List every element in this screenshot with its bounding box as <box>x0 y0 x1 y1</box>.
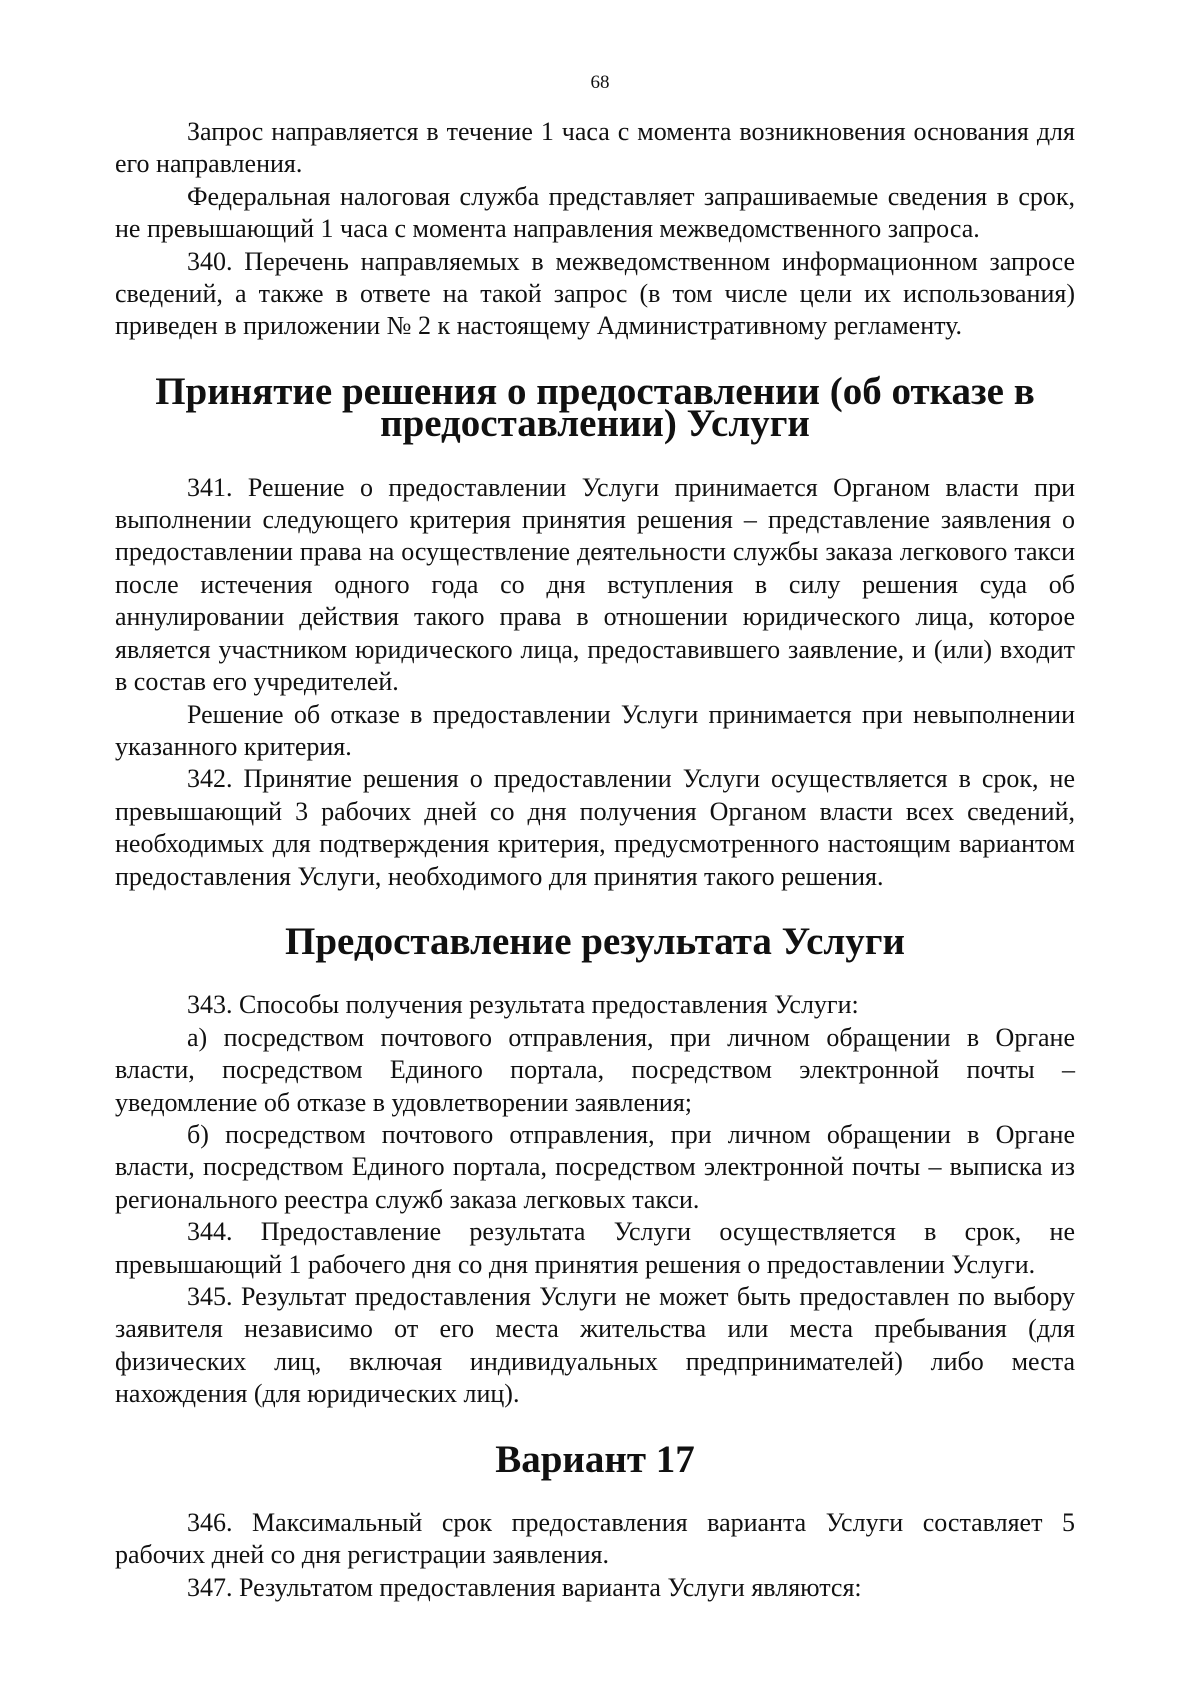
paragraph-refusal-decision: Решение об отказе в предоставлении Услуги принимается при невыполнении указанного критерия. <box>115 699 1075 761</box>
paragraph-346: 346. Максимальный срок предоставления варианта Услуги составляет 5 рабочих дней со дня регистрации заявления. <box>115 1508 1075 1570</box>
paragraph-344: 344. Предоставление результата Услуги осуществляется в срок, не превышающий 1 рабочего дня со дня принятия решения о предоставлении Услуги. <box>115 1217 1075 1279</box>
paragraph-343-a: а) посредством почтового отправления, при личном обращении в Органе власти, посредством Единого портала, посредством электронной почты – уведомление об отказе в удовлетворении заявления; <box>115 1022 1075 1117</box>
paragraph-340: 340. Перечень направляемых в межведомственном информационном запросе сведений, а также в ответе на такой запрос (в том числе цели их использования) приведен в приложении № 2 к настоящему Административному регламенту. <box>115 246 1075 341</box>
paragraph-343-b: б) посредством почтового отправления, при личном обращении в Органе власти, посредством Единого портала, посредством электронной почты – выписка из регионального реестра служб заказа легковых такси. <box>115 1119 1075 1214</box>
paragraph-342: 342. Принятие решения о предоставлении Услуги осуществляется в срок, не превышающий 3 рабочих дней со дня получения Органом власти всех сведений, необходимых для подтверждения критерия, предусмотренного настоящим вариантом предоставления Услуги, необходимого для принятия такого решения. <box>115 764 1075 891</box>
paragraph-343: 343. Способы получения результата предоставления Услуги: <box>187 990 859 1020</box>
section-heading-result: Предоставление результата Услуги <box>285 919 905 963</box>
paragraph-tax-service: Федеральная налоговая служба представляет запрашиваемые сведения в срок, не превышающий 1 часа с момента направления межведомственного запроса. <box>115 181 1075 244</box>
paragraph-request-timing: Запрос направляется в течение 1 часа с момента возникновения основания для его направления. <box>115 117 1075 179</box>
section-heading-variant-17: Вариант 17 <box>495 1437 695 1481</box>
paragraph-347: 347. Результатом предоставления варианта Услуги являются: <box>187 1572 862 1602</box>
section-heading-decision: Принятие решения о предоставлении (об отказе в предоставлении) Услуги <box>155 369 1035 446</box>
paragraph-341: 341. Решение о предоставлении Услуги принимается Органом власти при выполнении следующего критерия принятия решения – представление заявления о предоставлении права на осуществление деятельности службы заказа легкового такси после истечения одного года со дня вступления в силу решения суда об аннулировании действия такого права в отношении юридического лица, которое является участником юридического лица, предоставившего заявление, и (или) входит в состав его учредителей. <box>115 472 1075 697</box>
document-body <box>115 116 1075 1604</box>
page-number: 68 <box>590 72 610 93</box>
paragraph-345: 345. Результат предоставления Услуги не может быть предоставлен по выбору заявителя независимо от его места жительства или места пребывания (для физических лиц, включая индивидуальных предпринимателей) либо места нахождения (для юридических лиц). <box>115 1282 1075 1409</box>
